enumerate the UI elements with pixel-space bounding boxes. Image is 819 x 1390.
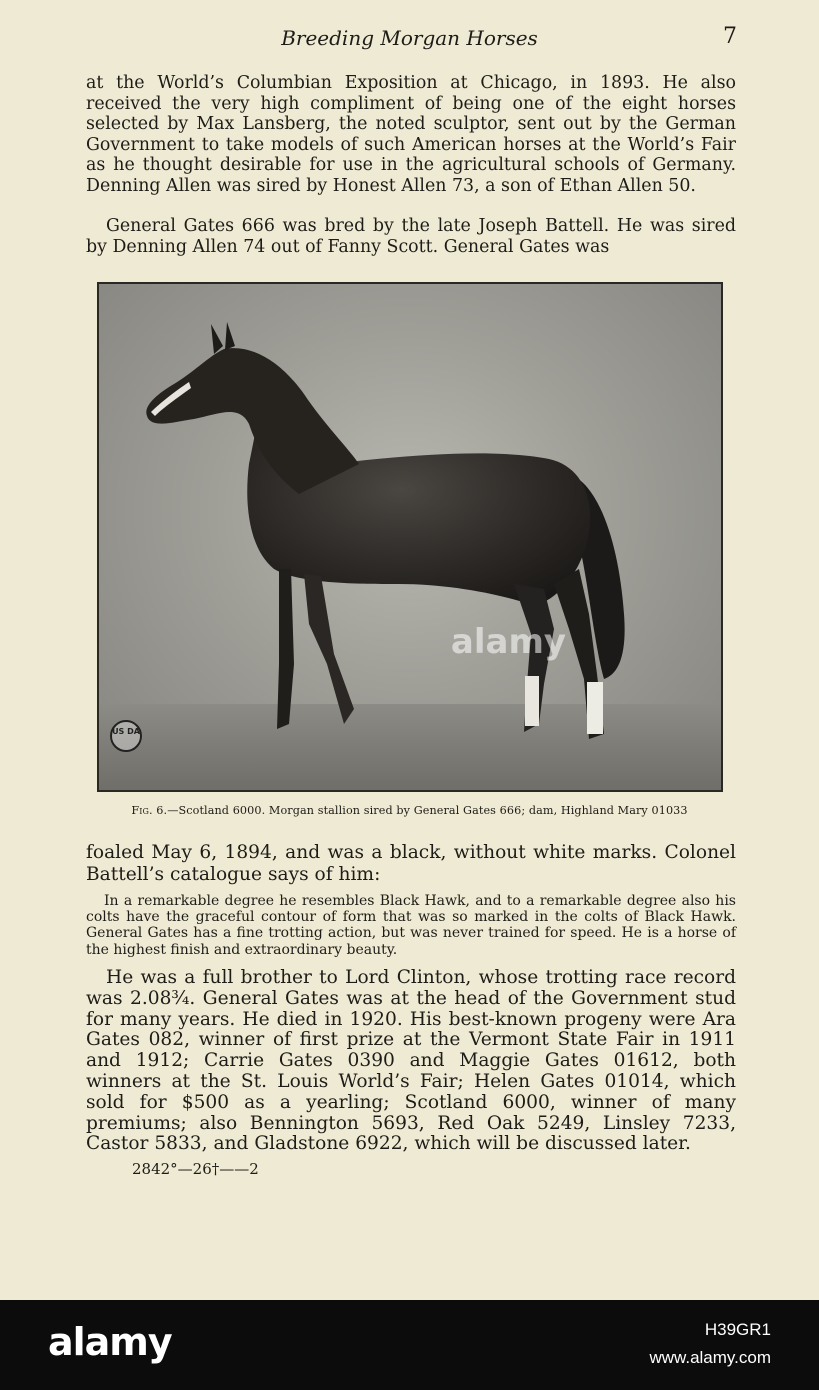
paragraph-1 bbox=[86, 73, 736, 197]
horse-illustration bbox=[99, 284, 721, 790]
paragraph-3-text: foaled May 6, 1894, and was a black, without white marks. Colonel Battell’s catalogue says of him: bbox=[86, 842, 736, 885]
paragraph-4 bbox=[86, 968, 736, 1155]
watermark-text: alamy bbox=[450, 622, 567, 662]
ground bbox=[99, 704, 721, 790]
horse-ear-right bbox=[225, 322, 235, 350]
horse-photograph bbox=[97, 282, 723, 792]
figure-caption bbox=[0, 804, 819, 817]
figure-caption-text: —Scotland 6000. Morgan stallion sired by General Gates 666; dam, Highland Mary 01033 bbox=[167, 804, 688, 817]
paragraph-2 bbox=[86, 216, 736, 257]
paragraph-1-text: at the World’s Columbian Exposition at Chicago, in 1893. He also received the very high compliment of being one of the eight horses selected by Max Lansberg, the noted sculptor, sent out by the German Government to take models of such American horses at the World’s Fair as he thought desirable for use in the agricultural schools of Germany. Denning Allen was sired by Honest Allen 73, a son of Ethan Allen 50. bbox=[86, 73, 736, 196]
page-number: 7 bbox=[723, 24, 737, 49]
image-id: H39GR1 bbox=[704, 1320, 771, 1339]
horse-ear-left bbox=[211, 324, 223, 354]
paragraph-4-text: He was a full brother to Lord Clinton, whose trotting race record was 2.08¾. General Gates was at the head of the Government stud for many years. He died in 1920. His best-known progeny were Ara Gates 082, winner of first prize at the Vermont State Fair in 1911 and 1912; Carrie Gates 0390 and Maggie Gates 01612, both winners at the St. Louis World’s Fair; Helen Gates 01014, which sold for $500 as a yearling; Scotland 6000, winner of many premiums; also Bennington 5693, Red Oak 5249, Linsley 7233, Castor 5833, and Gladstone 6922, which will be discussed later. bbox=[86, 967, 736, 1155]
block-quote bbox=[86, 893, 736, 958]
white-sock-left bbox=[525, 676, 539, 726]
page-header bbox=[0, 24, 819, 54]
running-head: Breeding Morgan Horses bbox=[281, 26, 538, 50]
alamy-logo: alamy bbox=[48, 1320, 172, 1364]
paragraph-3 bbox=[86, 842, 736, 886]
block-quote-text: In a remarkable degree he resembles Black Hawk, and to a remarkable degree also his colts have the graceful contour of form that was so marked in the colts of Black Hawk. General Gates has a fine trotting action, but was never trained for speed. He is a horse of the highest finish and extraordinary beauty. bbox=[86, 893, 736, 958]
site-url[interactable]: www.alamy.com bbox=[649, 1348, 771, 1367]
figure-label: Fig. 6. bbox=[131, 804, 168, 817]
front-leg-right bbox=[304, 574, 354, 724]
white-sock-right bbox=[587, 682, 603, 734]
paragraph-2-text: General Gates 666 was bred by the late Joseph Battell. He was sired by Denning Allen 74 out of Fanny Scott. General Gates was bbox=[86, 216, 736, 257]
stock-footer bbox=[0, 1300, 819, 1390]
printer-signature: 2842°—26†——2 bbox=[132, 1160, 259, 1178]
usda-seal: US DA bbox=[110, 720, 142, 752]
